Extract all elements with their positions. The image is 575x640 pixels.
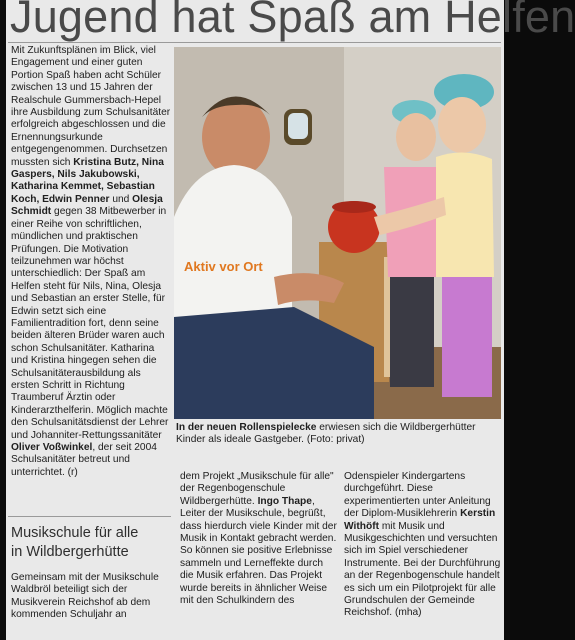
photo-illustration [174, 47, 501, 419]
student-name-last: Olesja Schmidt [11, 193, 163, 218]
article2-name-2: Kerstin Withöft [344, 508, 496, 532]
article-body-column [11, 45, 171, 515]
section-rule [8, 516, 171, 517]
article2-text-3b: mit Musik und Musikgeschichten und versuchten sich im Spiel verschiedener Instrumente. Bei der Durchführung an der Regenbogenschule handelt es sich um ein Pilotprojekt für alle Grundschulen der Gemeinde Reichshof. (mha) [344, 520, 501, 619]
article-photo [174, 47, 501, 419]
article-subhead [11, 524, 173, 562]
article2-column-3 [344, 471, 504, 640]
article2-paragraph-3 [344, 471, 504, 620]
student-names: Kristina Butz, Nina Gaspers, Nils Jakubowski, Katharina Kemmet, Sebastian Koch, Edwin Penner [11, 156, 164, 205]
article2-text-2a: dem Projekt „Musikschule für alle" der Regenbogenschule Wildbergerhütte. [180, 471, 334, 507]
shirt-text: Aktiv vor Ort [184, 259, 263, 274]
caption-text: erwiesen sich die Wildbergerhütter Kinder als ideale Gastgeber. (Foto: privat) [176, 422, 476, 445]
photo-caption [176, 422, 500, 446]
and-text: und [109, 193, 133, 205]
article-paragraph [11, 45, 171, 479]
subhead-line-1: Musikschule für alle [11, 525, 139, 541]
intro-text: Mit Zukunftsplänen im Blick, viel Engagement und einer guten Portion Spaß haben acht Schüler zwischen 13 und 15 Jahren der Realschule Gummersbach-Hepel ihre Ausbildung zum Schulsanitäter erfolgreich abgeschlossen und die Ernennungsurkunde entgegengenommen. Durchsetzen mussten sich [11, 45, 171, 168]
article2-text-1: Gemeinsam mit der Musikschule Waldbröl beteiligt sich der Musikverein Reichshof ab dem kommenden Schuljahr an [11, 572, 159, 621]
article2-column-2 [180, 471, 338, 640]
body-text: gegen 38 Mitbewerber in einer Reihe von schriftlichen, mündlichen und praktischen Prüfungen. Die Motivation teilzunehmen war höchst unterschiedlich: Der Spaß am Helfen steht für Nils, Nina, Olesja und Sebastian an erster Stelle, für Edwin setzt sich eine Familientradition fort, denn seine beiden älteren Brüder waren auch schon Schulsanitäter. Katharina und Kristina hingegen sehen die Schulsanitäterausbildung als ersten Schritt in Richtung Traumberuf Ärztin oder Kinderarzthelferin. Möglich machte den Schulsanitätsdienst der Lehrer und Johanniter-Rettungssanitäter [11, 206, 169, 441]
caption-bold: In der neuen Rollenspielecke [176, 422, 317, 433]
article2-text-3a: Odenspieler Kindergartens durchgeführt. Diese experimentierten unter Anleitung der Diplom-Musiklehrerin [344, 471, 491, 520]
article-headline: Jugend hat Spaß am Helfen [10, 0, 575, 42]
article2-name-1: Ingo Thape [257, 495, 312, 507]
article2-text-2b: , Leiter der Musikschule, begrüßt, dass hierdurch viele Kinder mit der Musik in Kontakt gebracht werden. So können sie positive Erlebnisse sammeln und Lerneffekte durch die Musik erfahren. Das Projekt wurde bereits in ähnlicher Weise mit den Schulkindern des [180, 495, 337, 607]
article2-paragraph-2 [180, 471, 338, 607]
teacher-name: Oliver Voßwinkel [11, 442, 93, 453]
headline-rule [8, 42, 501, 43]
subhead-line-2: in Wildbergerhütte [11, 544, 129, 560]
closing-text: , der seit 2004 Schulsanitäter betreut und unterrichtet. (r) [11, 442, 157, 478]
article2-column-1 [11, 572, 173, 640]
